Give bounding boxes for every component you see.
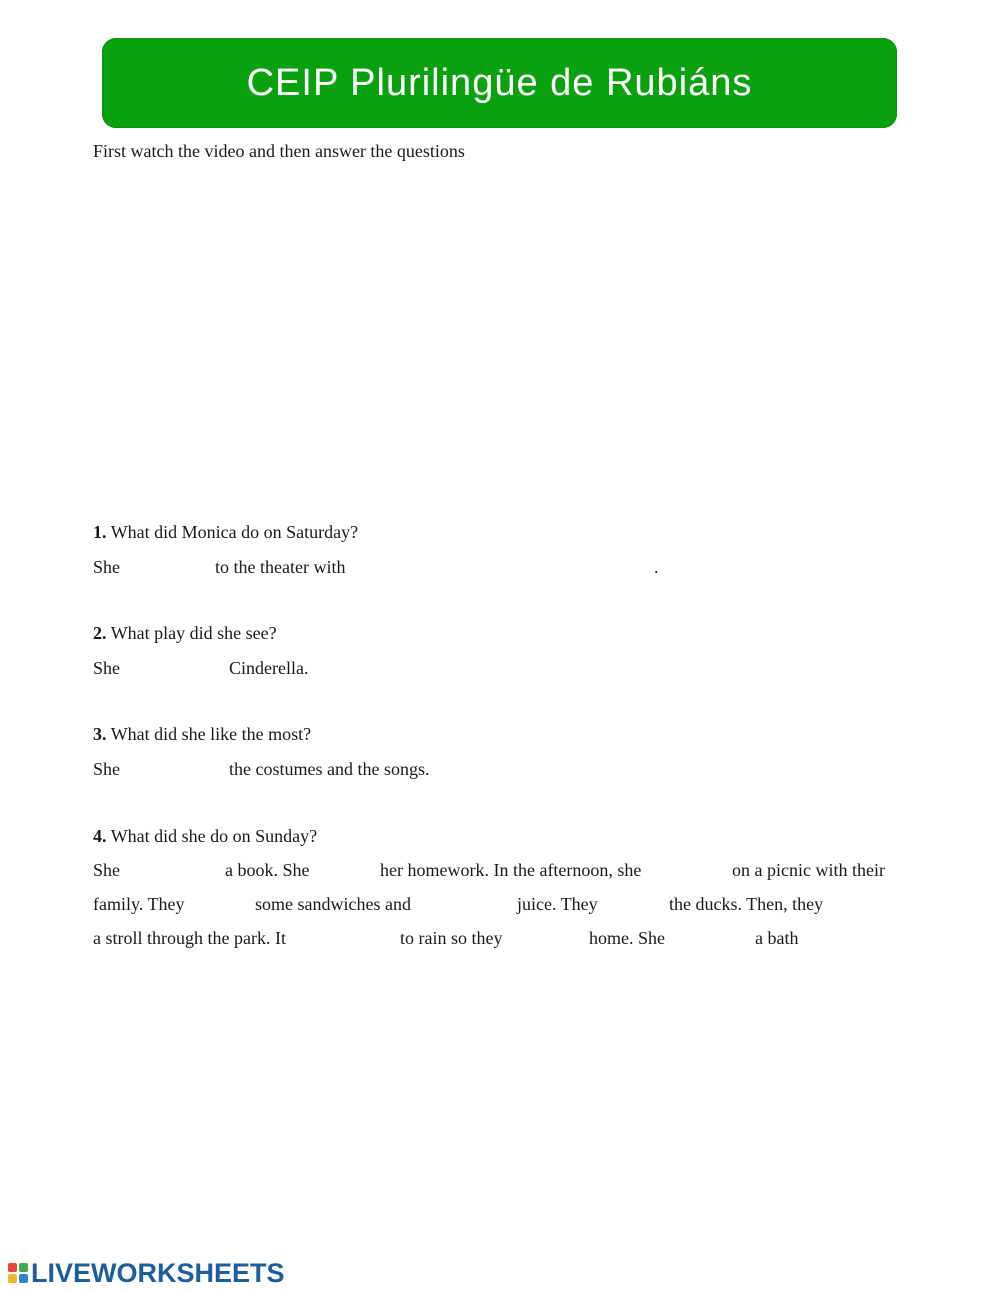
answer-3-text-1: the costumes and the songs. [229,759,430,779]
story-text: juice. They [517,894,598,914]
story-text: the ducks. Then, they [669,894,824,914]
answer-blank[interactable] [677,924,747,950]
question-2 [93,622,277,644]
question-number: 3. [93,724,107,744]
question-1 [93,521,358,543]
answer-blank[interactable] [516,924,582,950]
logo-mark-icon [8,1263,28,1283]
answer-1-text-2: . [654,557,659,577]
question-text: What did she do on Sunday? [110,826,318,846]
school-banner [102,38,897,128]
answer-blank[interactable] [668,856,726,882]
question-number: 4. [93,826,107,846]
answer-blank[interactable] [128,856,218,882]
answer-blank[interactable] [128,755,223,781]
liveworksheets-logo[interactable] [8,1259,285,1287]
story-text: family. They [93,894,185,914]
answer-blank[interactable] [610,890,662,916]
question-4 [93,825,317,847]
answer-blank[interactable] [197,890,249,916]
story-text: to rain so they [400,928,503,948]
video-area[interactable] [93,175,893,495]
answer-2-text-1: Cinderella. [229,658,309,678]
question-text: What play did she see? [110,623,277,643]
question-number: 1. [93,522,107,542]
story-text: a book. She [225,860,310,880]
answer-blank[interactable] [128,553,208,579]
story-text: a stroll through the park. It [93,928,286,948]
answer-3-text-0: She [93,759,120,779]
answer-1-text-1: to the theater with [215,557,346,577]
answer-blank[interactable] [128,654,223,680]
logo-text: LIVEWORKSHEETS [31,1257,285,1288]
instructions-text: First watch the video and then answer the questions [93,141,465,161]
answer-1-text-0: She [93,557,120,577]
story-text: some sandwiches and [255,894,411,914]
answer-blank[interactable] [322,856,374,882]
story-text: a bath [755,928,799,948]
story-text: home. She [589,928,665,948]
answer-blank[interactable] [842,890,894,916]
answer-blank[interactable] [363,553,651,579]
answer-2-text-0: She [93,658,120,678]
answer-blank[interactable] [430,890,510,916]
story-text: She [93,860,120,880]
question-3 [93,723,311,745]
question-number: 2. [93,623,107,643]
question-text: What did she like the most? [110,724,312,744]
banner-title: CEIP Plurilingüe de Rubiáns [246,61,753,104]
answer-blank[interactable] [308,924,393,950]
story-text: on a picnic with their [732,860,885,880]
story-text: her homework. In the afternoon, she [380,860,642,880]
question-text: What did Monica do on Saturday? [110,522,359,542]
